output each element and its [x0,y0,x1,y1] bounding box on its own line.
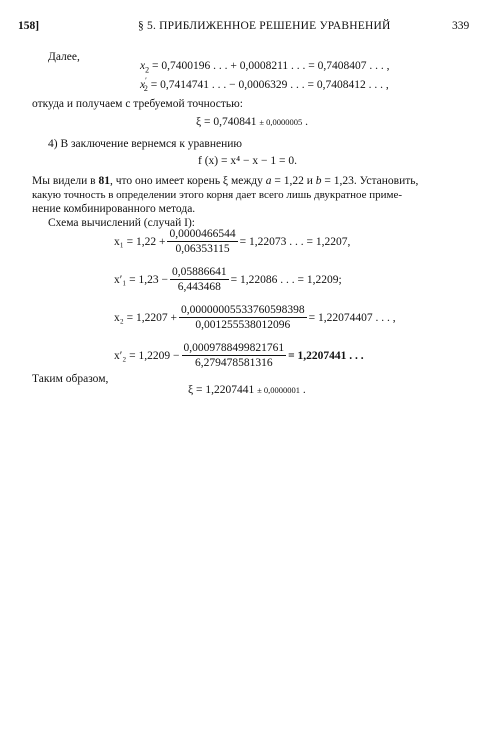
text-otkuda: откуда и получаем с требуемой точностью: [32,98,243,110]
item-4: 4) В заключение вернемся к уравнению [48,138,242,150]
scheme-eq-3: x₂ = 1,2207 + $\frac{0,00000005533760598398}{0,001255538012096}$ = 1,22074407 . . . , [114,304,396,331]
paragraph-line-1: Мы видели в 81, что оно имеет корень ξ между a = 1,22 и b = 1,23. Установить, [32,175,419,187]
equation-fx: f (x) = x⁴ − x − 1 = 0. [198,155,297,167]
scheme-eq-2: x′₁ = 1,23 − $\frac{0,05886641}{6,443468}$ = 1,22086 . . . = 1,2209; [114,266,342,293]
paragraph-line-3: нение комбинированного метода. [32,203,196,215]
equation-x2: $x_2 = 0,7400196$ . . . + 0,0008211 . . . = 0,7408407 . . . , [140,60,390,75]
text-takim: Таким образом, [32,373,109,385]
scheme-eq-4: x′₂ = 1,2209 − $\frac{0,0009788499821761}{6,279478581316}$ = 1,2207441 . . . [114,342,364,369]
text-dalee: Далее, [48,51,80,63]
fraction: $\frac{0,0000466544}{0,06353115}$ [169,228,236,255]
result-xi-1: ξ = 0,740841 ± 0,0000005 . [196,116,309,128]
page-number: 339 [452,20,470,32]
fraction: $\frac{0,05886641}{6,443468}$ [172,266,227,293]
result-xi-2: ξ = 1,2207441 ± 0,0000001 . [188,384,306,396]
fraction: $\frac{0,00000005533760598398}{0,001255538012096}$ [180,304,305,331]
scheme-eq-1: x₁ = 1,22 + $\frac{0,0000466544}{0,06353115}$ = 1,22073 . . . = 1,2207, [114,228,351,255]
scheme-heading: Схема вычислений (случай I): [48,217,195,229]
paragraph-line-2: какую точность в определении этого корня дает всего лишь двукратное приме- [32,189,403,201]
page-ref: 158] [18,20,40,32]
section-title: § 5. ПРИБЛИЖЕННОЕ РЕШЕНИЕ УРАВНЕНИЙ [138,20,391,32]
equation-x2-prime: $x'_2 = 0,7414741$ . . . − 0,0006329 . . . = 0,7408412 . . . , [140,76,389,94]
fraction: $\frac{0,0009788499821761}{6,279478581316}$ [183,342,285,369]
